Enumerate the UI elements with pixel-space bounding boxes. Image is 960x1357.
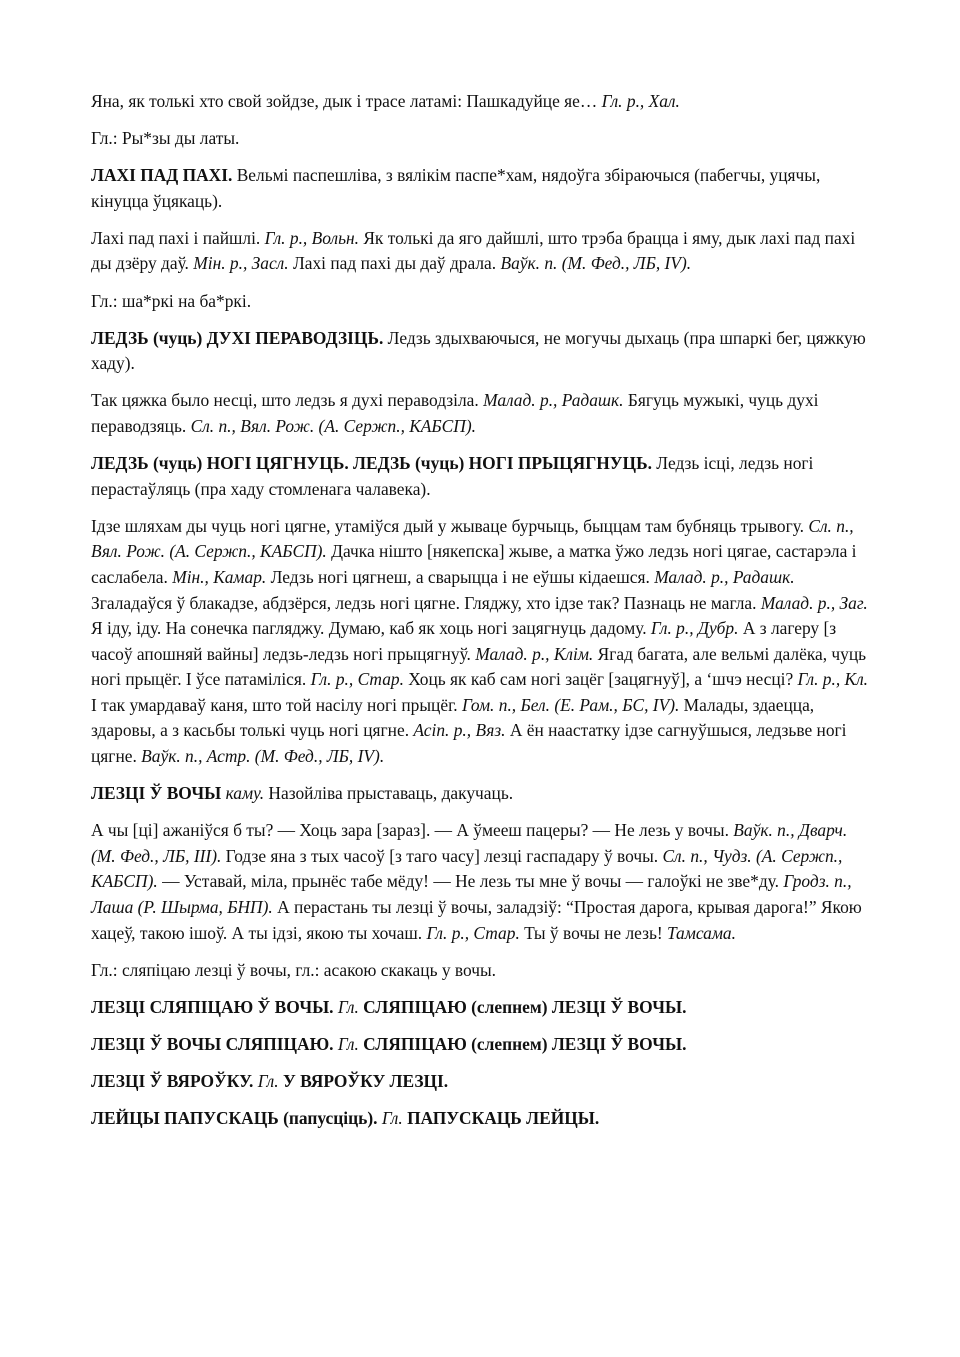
headword: ЛЕДЗЬ (чуць) ДУХІ ПЕРАВОДЗІЦЬ.: [91, 327, 384, 348]
source-reference: Ваўк. п., Дварч. (М. Фед., ЛБ, III).: [91, 820, 848, 866]
entry-heading-paragraph: [91, 781, 871, 807]
headword: ЛЕЙЦЫ ПАПУСКАЦЬ (папусціць).: [91, 1108, 378, 1129]
text-run: Гл.: ша*ркі на ба*ркі.: [91, 290, 252, 311]
text-run: Лахі пад пахі ды даў драла.: [288, 253, 501, 274]
document-body: [91, 89, 871, 1143]
source-reference: Малад. р., Радашк.: [654, 566, 795, 587]
source-reference: Гл.: [337, 1033, 359, 1054]
text-run: Бягуць мужыкі, чуць духі пераводзяць.: [91, 390, 819, 436]
text-run: — Уставай, міла, прынёс табе мёду! — Не лезь ты мне ў вочы — галоўкі не зве*ду.: [157, 871, 784, 892]
text-run: А ён наастатку ідзе сагнуўшыся, ледзьве ногі цягне.: [91, 720, 847, 767]
source-reference: Гл. р., Хал.: [601, 91, 680, 111]
source-reference: Сл. п., Вял. Рож. (А. Сержп., КАБСП).: [190, 415, 476, 436]
text-run: Вельмі паспешліва, з вялікім паспе*хам, нядоўга збіраючыся (пабегчы, уцячы, кінуцца ўцякаць).: [91, 165, 821, 211]
headword: ЛЕДЗЬ (чуць) НОГІ ЦЯГНУЦЬ. ЛЕДЗЬ (чуць) НОГІ ПРЫЦЯГНУЦЬ.: [91, 453, 652, 474]
text-run: Ягад багата, але вельмі далёка, чуць ногі прыцёг. І ўсе патаміліся.: [91, 643, 867, 690]
entry-text-paragraph: [91, 388, 871, 439]
text-run: А чы [ці] ажаніўся б ты? — Хоць зара [зараз]. — А ўмееш пацеры? — Не лезь у вочы.: [91, 820, 734, 841]
source-reference: Тамсама.: [667, 922, 736, 943]
entry-text-paragraph: [91, 289, 871, 315]
headword: СЛЯПІЦАЮ (слепнем) ЛЕЗЦІ Ў ВОЧЫ.: [363, 996, 687, 1017]
source-reference: Гл.: [337, 996, 359, 1017]
text-run: Малады, здаецца, здаровы, а з касьбы толькі чуць ногі цягне.: [91, 694, 815, 741]
text-run: Ідзе шляхам ды чуць ногі цягне, утаміўся дый у жываце бурчыць, быццам там бубняць трывогу.: [91, 515, 809, 536]
entry-text-paragraph: [91, 514, 871, 770]
text-run: А перастань ты лезці ў вочы, заладзіў: “Простая дарога, крывая дарога!” Якою хацеў, такою ішоў. А ты ідзі, якою ты хочаш.: [91, 897, 862, 943]
source-reference: Гл. р., Стар.: [310, 669, 404, 690]
headword: ЛЕЗЦІ СЛЯПІЦАЮ Ў ВОЧЫ.: [91, 996, 334, 1017]
text-run: Яна, як толькі хто свой зойдзе, дык і трасе латамі: Пашкадуйце яе…: [91, 91, 602, 111]
source-reference: каму.: [225, 783, 265, 804]
source-reference: Гл. р., Стар.: [426, 922, 520, 943]
headword: ЛЕЗЦІ Ў ВОЧЫ СЛЯПІЦАЮ.: [91, 1033, 334, 1054]
entry-heading-paragraph: [91, 163, 871, 214]
text-run: Гл.: сляпіцаю лезці ў вочы, гл.: асакою скакаць у вочы.: [91, 959, 497, 980]
source-reference: Мін. р., Засл.: [193, 253, 289, 274]
source-reference: Гл. р., Вольн.: [264, 227, 359, 248]
source-reference: Малад. р., Радашк.: [483, 390, 624, 411]
source-reference: Асіп. р., Вяз.: [413, 720, 506, 741]
text-run: Назойліва прыставаць, дакучаць.: [264, 783, 514, 804]
headword: ПАПУСКАЦЬ ЛЕЙЦЫ.: [407, 1108, 600, 1129]
text-run: Ты ў вочы не лезь!: [519, 922, 668, 943]
text-run: Хоць як каб сам ногі зацёг [зацягнуў], а ‘шчэ несці?: [403, 669, 798, 690]
text-run: Згаладаўся ў блакадзе, абдзёрся, ледзь ногі цягне. Гляджу, хто ідзе так? Пазнаць не магла.: [91, 592, 761, 613]
text-run: Ледзь ногі цягнеш, а сварыцца і не еўшы кідаешся.: [266, 566, 655, 587]
entry-text-paragraph: [91, 89, 871, 115]
source-reference: Ваўк. п. (М. Фед., ЛБ, IV).: [500, 253, 692, 274]
text-run: І так умардаваў каня, што той насілу ногі прыцёг.: [91, 694, 462, 715]
headword: ЛЕЗЦІ Ў ВЯРОЎКУ.: [91, 1071, 254, 1091]
text-run: Ледзь ісці, ледзь ногі перастаўляць (пра хаду стомленага чалавека).: [91, 453, 814, 499]
entry-heading-paragraph: [91, 995, 871, 1021]
text-run: Як толькі да яго дайшлі, што трэба брацца і яму, дык лахі пад пахі ды дзёру даў.: [91, 227, 856, 274]
source-reference: Гродз. п., Лаша (Р. Шырма, БНП).: [91, 871, 852, 918]
source-reference: Гл.: [257, 1071, 279, 1091]
text-run: Гл.: Ры*зы ды латы.: [91, 128, 240, 149]
text-run: Так цяжка было несці, што ледзь я духі пераводзіла.: [91, 390, 484, 411]
text-run: Годзе яна з тых часоў [з таго часу] лезці гаспадару ў вочы.: [221, 845, 663, 866]
entry-heading-paragraph: [91, 326, 871, 377]
source-reference: Гл. р., Дубр.: [650, 618, 739, 639]
entry-heading-paragraph: [91, 1106, 871, 1132]
source-reference: Гл.: [381, 1108, 403, 1129]
entry-text-paragraph: [91, 818, 871, 946]
headword: У ВЯРОЎКУ ЛЕЗЦІ.: [282, 1071, 449, 1091]
source-reference: Гл. р., Кл.: [797, 669, 868, 690]
source-reference: Ваўк. п., Астр. (М. Фед., ЛБ, IV).: [141, 746, 385, 767]
headword: ЛАХІ ПАД ПАХІ.: [91, 165, 233, 186]
entry-heading-paragraph: [91, 1032, 871, 1058]
entry-text-paragraph: [91, 126, 871, 152]
entry-heading-paragraph: [91, 1069, 871, 1095]
text-run: Ледзь здыхваючыся, не могучы дыхаць (пра шпаркі бег, цяжкую хаду).: [91, 327, 866, 374]
source-reference: Малад. р., Заг.: [760, 592, 868, 613]
source-reference: Мін., Камар.: [172, 566, 267, 587]
entry-text-paragraph: [91, 226, 871, 277]
entry-heading-paragraph: [91, 451, 871, 502]
text-run: Лахі пад пахі і пайшлі.: [91, 227, 265, 248]
text-run: Дачка нішто [някепска] жыве, а матка ўжо ледзь ногі цягае, састарэла і саслабела.: [91, 541, 857, 587]
headword: ЛЕЗЦІ Ў ВОЧЫ: [91, 783, 222, 804]
source-reference: Сл. п., Вял. Рож. (А. Сержп., КАБСП).: [91, 515, 854, 562]
source-reference: Гом. п., Бел. (Е. Рам., БС, IV).: [461, 694, 680, 715]
headword: СЛЯПІЦАЮ (слепнем) ЛЕЗЦІ Ў ВОЧЫ.: [363, 1033, 687, 1054]
entry-text-paragraph: [91, 958, 871, 984]
text-run: А з лагеру [з часоў апошняй вайны] ледзь-ледзь ногі прыцягнуў.: [91, 618, 837, 664]
source-reference: Малад. р., Клім.: [475, 643, 594, 664]
text-run: Я іду, іду. На сонечка пагляджу. Думаю, каб як хоць ногі зацягнуць дадому.: [91, 618, 651, 639]
source-reference: Сл. п., Чудз. (А. Сержп., КАБСП).: [91, 845, 843, 892]
